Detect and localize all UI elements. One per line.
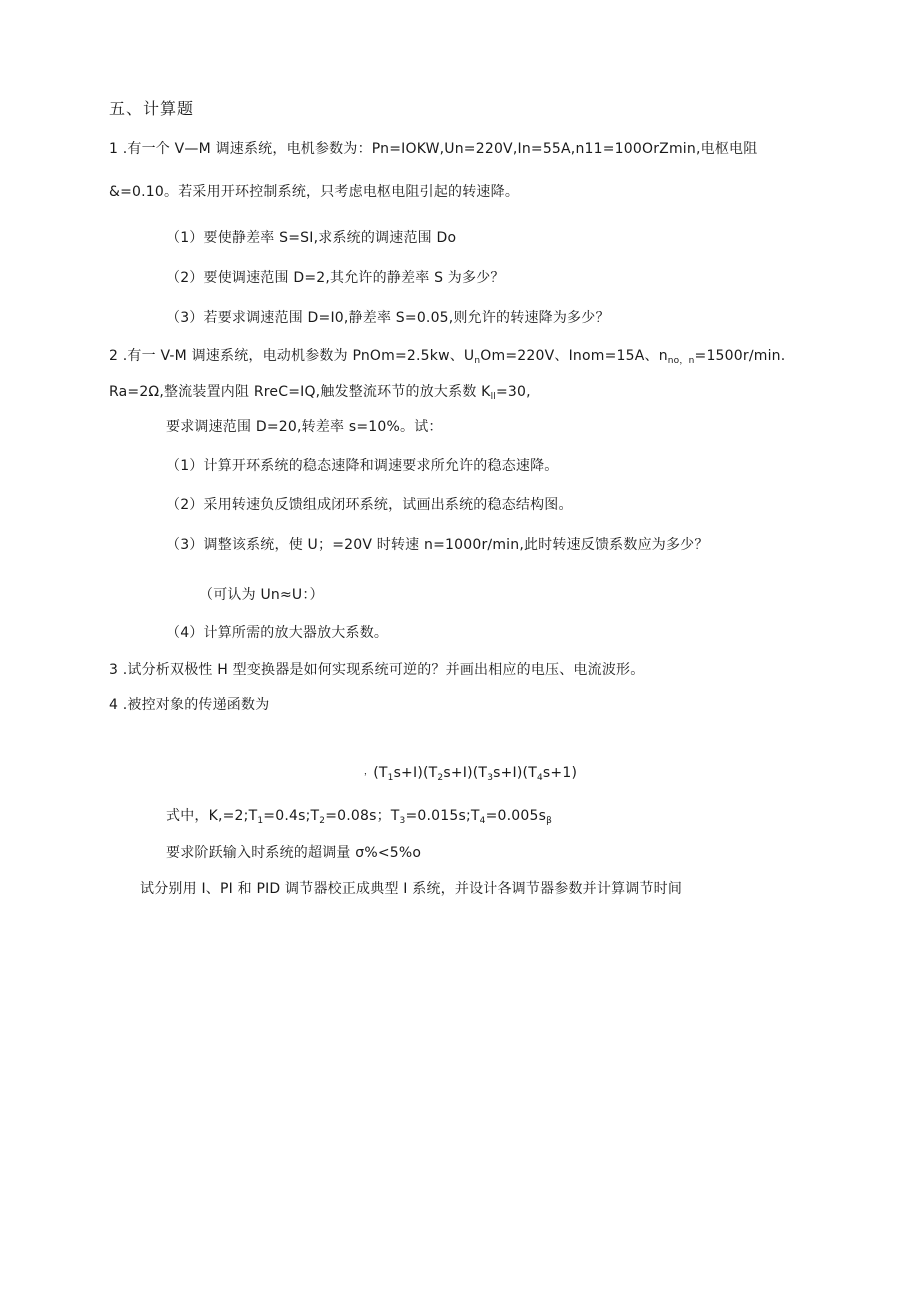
tf-part3: s+I)(T bbox=[443, 765, 488, 781]
tf-sub2: 2 bbox=[437, 773, 444, 783]
where-sub2: 2 bbox=[319, 816, 326, 826]
q2-line2-sub: ll bbox=[490, 392, 496, 402]
where-sub5: β bbox=[546, 816, 553, 826]
transfer-function bbox=[364, 762, 577, 783]
q2-sub1: （1）计算开环系统的稳态速降和调速要求所允许的稳态速降。 bbox=[166, 458, 559, 474]
q1-line2: &=0.10。若采用开环控制系统，只考虑电枢电阻引起的转速降。 bbox=[109, 184, 520, 200]
q2-line3: 要求调速范围 D=20,转差率 s=10%。试： bbox=[166, 419, 443, 435]
q2-line1-c: ， bbox=[679, 356, 689, 366]
q2-sub2: （2）采用转速负反馈组成闭环系统，试画出系统的稳态结构图。 bbox=[166, 497, 573, 513]
where-e: =0.005s bbox=[485, 808, 547, 824]
q2-line1 bbox=[109, 346, 785, 366]
q2-sub3: （3）调整该系统，使 U；=20V 时转速 n=1000r∕min,此时转速反馈系数应为多少？ bbox=[166, 537, 709, 553]
q1-sub3: （3）若要求调速范围 D=I0,静差率 S=0.05,则允许的转速降为多少？ bbox=[166, 310, 610, 326]
q2-line1-sub3: n bbox=[688, 356, 695, 366]
q3-line: 3 .试分析双极性 H 型变换器是如何实现系统可逆的？并画出相应的电压、电流波形。 bbox=[109, 662, 645, 678]
where-a: 式中，K,=2;T bbox=[166, 808, 258, 824]
q2-line2 bbox=[109, 382, 531, 402]
where-sub3: 3 bbox=[399, 816, 406, 826]
q2-line1-b: Om=220V、Inom=15A、n bbox=[480, 348, 668, 364]
q1-sub1: （1）要使静差率 S=SI,求系统的调速范围 Do bbox=[166, 230, 457, 246]
q2-line1-d: =1500r∕min. bbox=[694, 348, 786, 364]
tf-sub1: 1 bbox=[387, 773, 394, 783]
q2-line1-sub2: no bbox=[667, 356, 680, 366]
where-sub1: 1 bbox=[257, 816, 264, 826]
where-sub4: 4 bbox=[479, 816, 486, 826]
tf-part1: (T bbox=[373, 765, 388, 781]
q2-sub4: （4）计算所需的放大器放大系数。 bbox=[166, 625, 389, 641]
where-d: =0.015s;T bbox=[405, 808, 480, 824]
where-b: =0.4s;T bbox=[263, 808, 320, 824]
q1-sub2: （2）要使调速范围 D=2,其允许的静差率 S 为多少？ bbox=[166, 270, 505, 286]
section-title: 五、计算题 bbox=[109, 99, 195, 118]
q4-line1: 4 .被控对象的传递函数为 bbox=[109, 697, 270, 713]
q4-where-line bbox=[166, 806, 552, 826]
q2-line2-a: Ra=2Ω,整流装置内阻 RreC=IQ,触发整流环节的放大系数 K bbox=[109, 384, 491, 400]
tf-part5: s+1) bbox=[542, 765, 578, 781]
q2-line1-a: 2 .有一 V-M 调速系统，电动机参数为 PnOm=2.5kw、U bbox=[109, 348, 475, 364]
tf-part4: s+I)(T bbox=[493, 765, 537, 781]
q2-note: （可认为 Un≈U：） bbox=[199, 587, 324, 603]
q2-line1-sub1: n bbox=[474, 356, 481, 366]
tf-sub3: 3 bbox=[487, 773, 494, 783]
where-c: =0.08s；T bbox=[325, 808, 400, 824]
q1-line1: 1 .有一个 V—M 调速系统，电机参数为：Pn=IOKW,Un=220V,In=55A,n11=100OrZmin,电枢电阻 bbox=[109, 141, 758, 157]
q4-requirement: 要求阶跃输入时系统的超调量 σ%<5%o bbox=[166, 845, 422, 861]
tf-part2: s+I)(T bbox=[393, 765, 438, 781]
tf-sub4: 4 bbox=[536, 773, 543, 783]
tf-prefix: ， bbox=[364, 767, 374, 777]
q4-task: 试分别用 I、PI 和 PID 调节器校正成典型 I 系统，并设计各调节器参数并计算调节时间 bbox=[140, 881, 683, 897]
q2-line2-b: =30, bbox=[495, 384, 531, 400]
